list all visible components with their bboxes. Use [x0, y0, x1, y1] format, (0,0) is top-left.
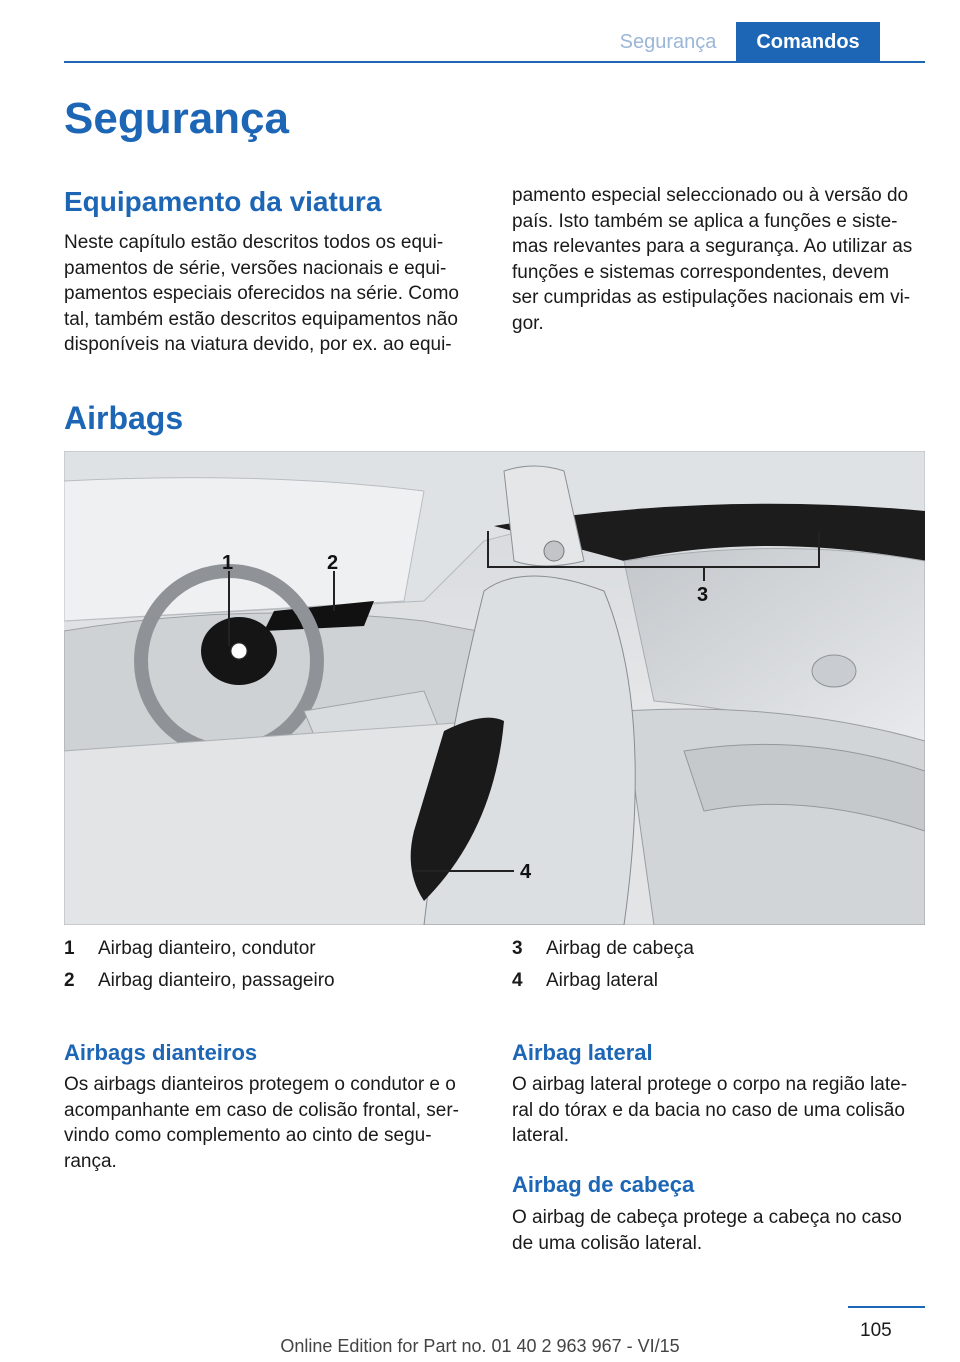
- edition-footer: Online Edition for Part no. 01 40 2 963 967 - VI/15: [280, 1336, 680, 1356]
- legend-text: Airbag dianteiro, condutor: [98, 938, 316, 959]
- page-number: 105: [860, 1320, 892, 1341]
- callout-1: 1: [222, 552, 234, 574]
- text-line: rança.: [64, 1150, 117, 1172]
- callout-2: 2: [327, 552, 339, 574]
- text-line: O airbag lateral protege o corpo na região late-: [512, 1074, 908, 1095]
- tab-seguranca[interactable]: Segurança: [619, 30, 717, 53]
- callout-3: 3: [697, 584, 709, 606]
- text-line: vindo como complemento ao cinto de segu-: [64, 1125, 432, 1146]
- page-title: Segurança: [64, 94, 289, 143]
- legend-text: Airbag dianteiro, passageiro: [98, 970, 335, 991]
- section1-col1: [64, 230, 484, 358]
- text-line: disponíveis na viatura devido, por ex. ao equi-: [64, 334, 452, 355]
- text-line: lateral.: [512, 1125, 570, 1146]
- subsection-title-side: Airbag lateral: [512, 1040, 653, 1065]
- footer-divider: [848, 1306, 925, 1308]
- text-line: ral do tórax e da bacia no caso de uma colisão: [512, 1099, 905, 1121]
- section-title-airbags: Airbags: [64, 400, 184, 436]
- section1-col2: [512, 183, 932, 336]
- text-line: de uma colisão lateral.: [512, 1232, 703, 1254]
- subsection-head-body: [512, 1205, 942, 1256]
- legend-number: 3: [512, 938, 523, 959]
- legend-number: 2: [64, 970, 75, 991]
- callout-4: 4: [520, 861, 532, 883]
- legend-number: 1: [64, 938, 75, 959]
- text-line: mas relevantes para a segurança. Ao utilizar as: [512, 236, 913, 257]
- text-line: pamento especial seleccionado ou à versão do: [512, 185, 909, 206]
- legend-number: 4: [512, 970, 523, 991]
- text-line: país. Isto também se aplica a funções e siste-: [512, 210, 898, 232]
- subsection-title-front: Airbags dianteiros: [64, 1040, 258, 1065]
- text-line: ser cumpridas as estipulações nacionais em vi-: [512, 287, 911, 308]
- text-line: Neste capítulo estão descritos todos os equi-: [64, 232, 444, 253]
- subsection-side-body: [512, 1072, 942, 1149]
- tab-comandos[interactable]: Comandos: [736, 22, 880, 62]
- text-line: funções e sistemas correspondentes, devem: [512, 261, 890, 283]
- section-title-equipamento: Equipamento da viatura: [64, 186, 382, 217]
- text-line: acompanhante em caso de colisão frontal, ser-: [64, 1099, 459, 1121]
- text-line: pamentos especiais oferecidos na série. Como: [64, 283, 459, 304]
- text-line: O airbag de cabeça protege a cabeça no caso: [512, 1207, 902, 1228]
- text-line: Os airbags dianteiros protegem o condutor e o: [64, 1074, 456, 1095]
- text-line: pamentos de série, versões nacionais e equi-: [64, 257, 447, 279]
- header-divider: [64, 61, 925, 63]
- airbag-illustration: [64, 451, 925, 925]
- subsection-front-body: [64, 1072, 494, 1174]
- legend-text: Airbag de cabeça: [546, 938, 694, 959]
- legend-text: Airbag lateral: [546, 970, 658, 991]
- text-line: tal, também estão descritos equipamentos não: [64, 308, 458, 330]
- subsection-title-head: Airbag de cabeça: [512, 1172, 695, 1197]
- text-line: gor.: [512, 312, 544, 334]
